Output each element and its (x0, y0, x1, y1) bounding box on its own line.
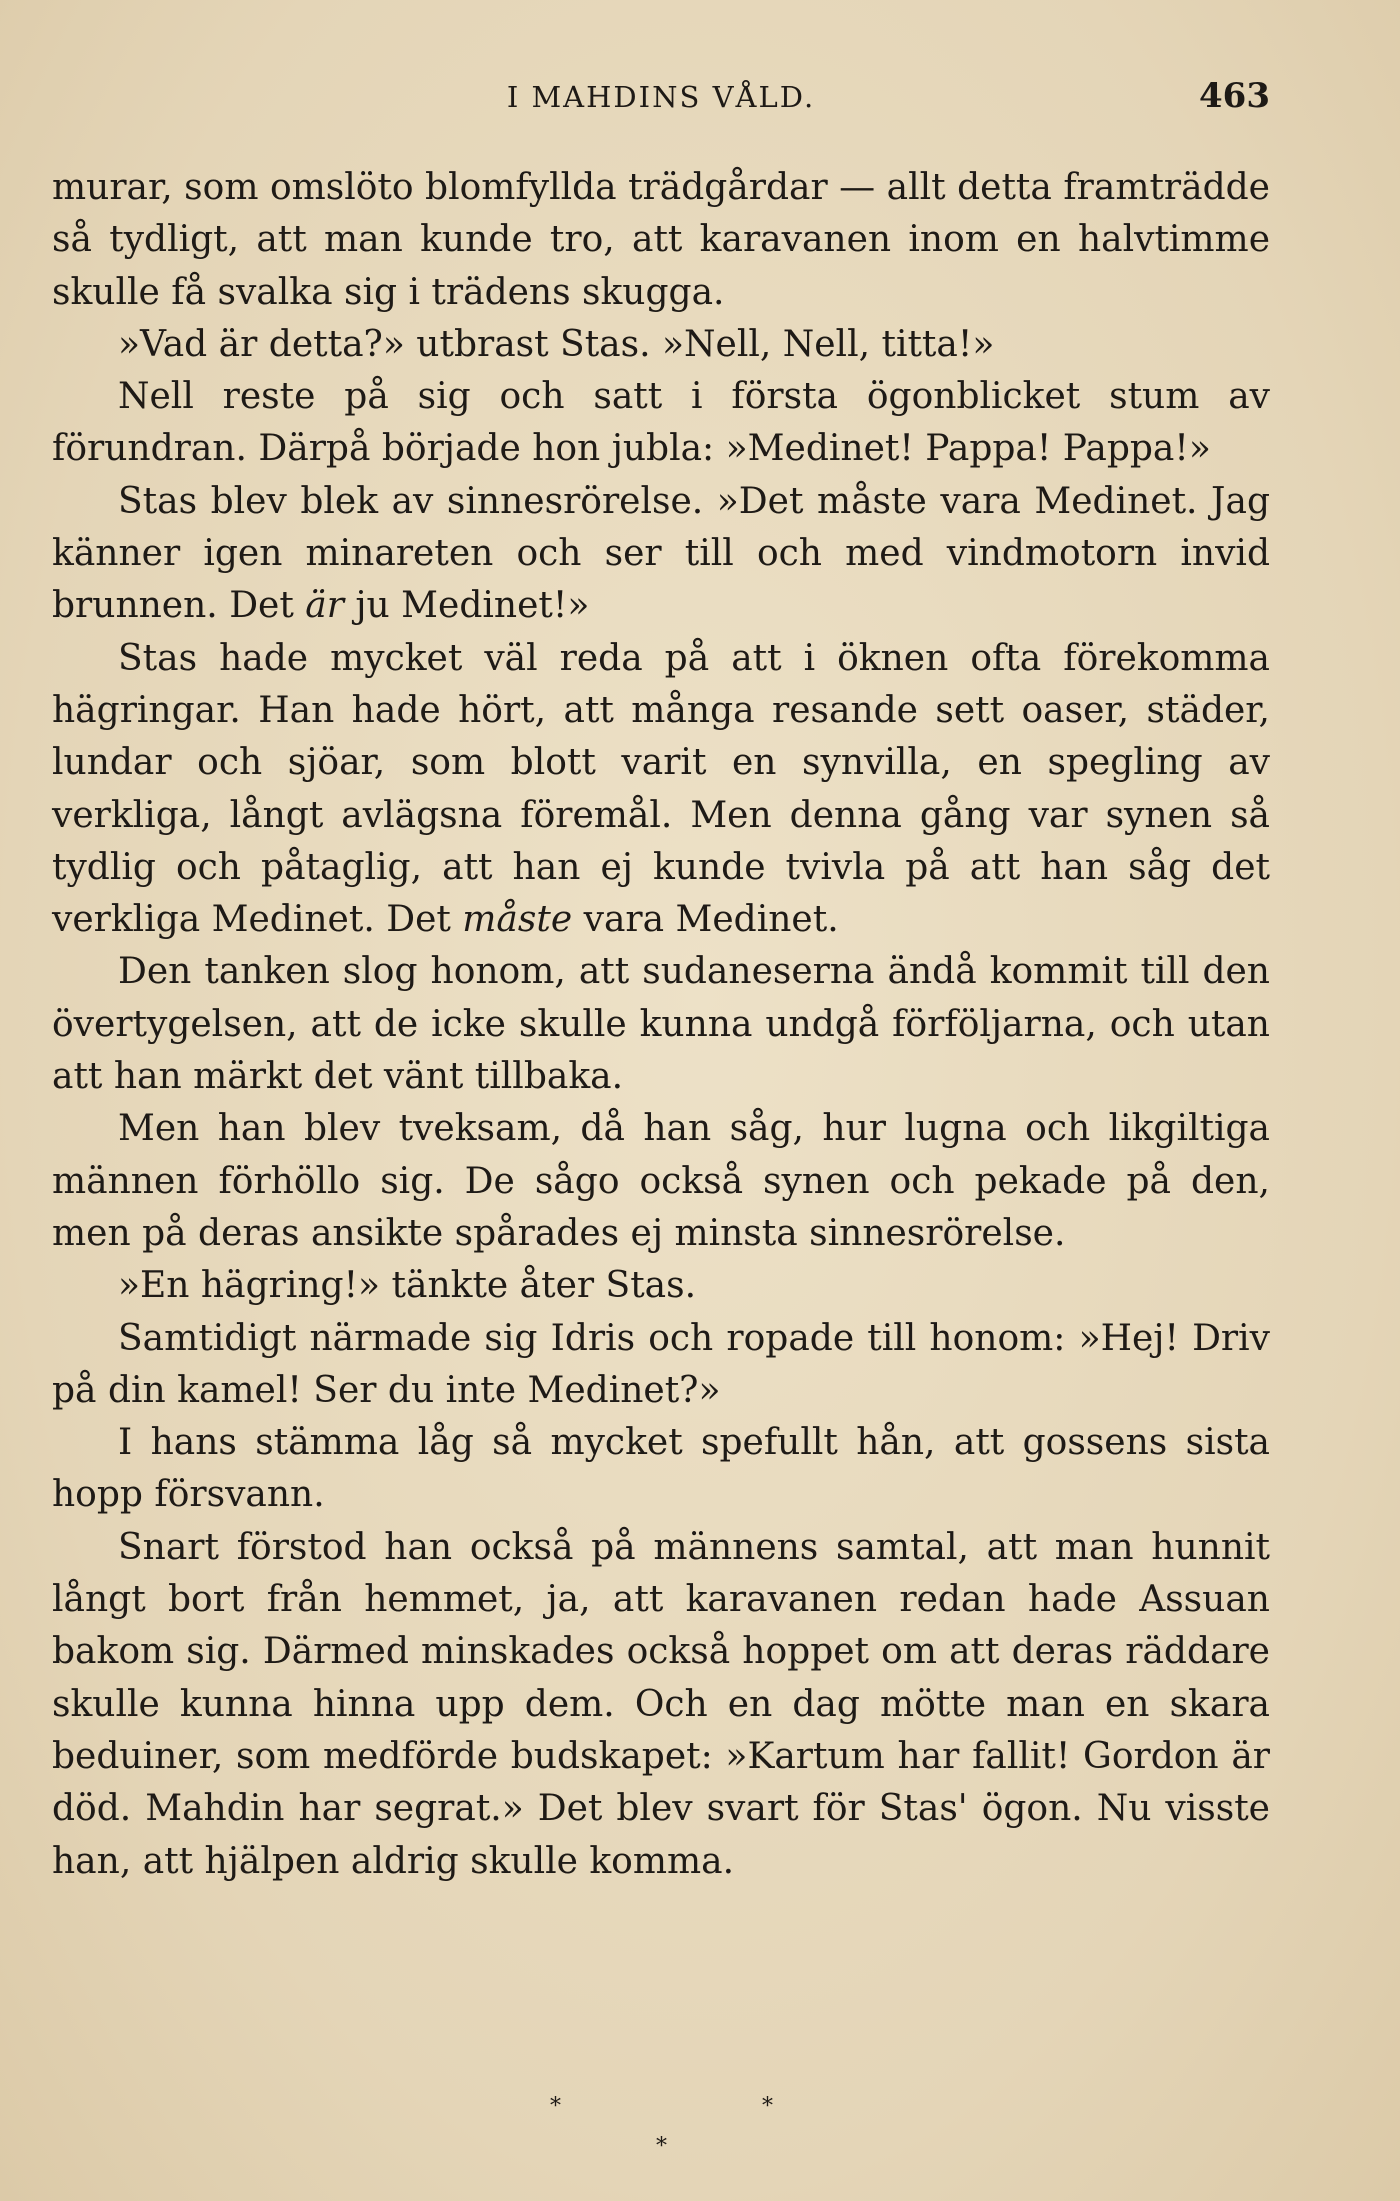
text-run: vara Medinet. (572, 899, 839, 941)
paragraph (52, 319, 1270, 371)
body-text (52, 162, 1270, 1888)
paragraph (52, 162, 1270, 319)
asterisk-icon: * (656, 2134, 667, 2159)
text-run: I hans stämma låg så mycket spefullt hån, att gossens sista hopp försvann. (52, 1422, 1270, 1516)
page-number: 463 (1199, 76, 1270, 116)
text-run: Snart förstod han också på männens samtal, att man hunnit långt bort från hemmet, ja, att karavanen redan hade Assuan bakom sig. Därmed minskades också hoppet om att deras räddare skulle kunna hinna upp dem. Och en dag mötte man en skara beduiner, som medförde budskapet: »Kartum har fallit! Gordon är död. Mahdin har segrat.» Det blev svart för Stas' ögon. Nu visste han, att hjälpen aldrig skulle komma. (52, 1526, 1270, 1882)
paragraph (52, 1260, 1270, 1312)
text-run: murar, som omslöto blomfyllda trädgårdar — allt detta framträdde så tydligt, att man kunde tro, att karavanen inom en halvtimme skulle få svalka sig i trädens skugga. (52, 167, 1270, 313)
text-run: Nell reste på sig och satt i första ögonblicket stum av förundran. Därpå började hon jubla: »Medinet! Pappa! Pappa!» (52, 376, 1270, 470)
running-head (52, 76, 1270, 124)
italic-emphasis: är (305, 585, 344, 627)
paragraph (52, 633, 1270, 947)
text-run: Stas blev blek av sinnesrörelse. »Det måste vara Medinet. Jag känner igen minareten och ser till och med vindmotorn invid brunnen. Det (52, 480, 1270, 627)
paragraph (52, 1522, 1270, 1888)
italic-emphasis: måste (462, 899, 573, 941)
paragraph (52, 476, 1270, 633)
running-title: I MAHDINS VÅLD. (506, 80, 816, 114)
paragraph (52, 946, 1270, 1103)
paragraph (52, 371, 1270, 476)
asterisk-icon: * (550, 2094, 561, 2119)
text-run: »En hägring!» tänkte åter Stas. (118, 1265, 697, 1307)
text-run: Stas hade mycket väl reda på att i öknen ofta förekomma hägringar. Han hade hört, att många resande sett oaser, städer, lundar och sjöar, som blott varit en synvilla, en spegling av verkliga, långt avlägsna föremål. Men denna gång var synen så tydlig och påtaglig, att han ej kunde tvivla på att han såg det verkliga Medinet. Det (52, 637, 1270, 941)
asterisk-icon: * (762, 2094, 773, 2119)
text-run: Samtidigt närmade sig Idris och ropade till honom: »Hej! Driv på din kamel! Ser du inte Medinet?» (52, 1317, 1270, 1411)
paragraph (52, 1313, 1270, 1418)
paragraph (52, 1417, 1270, 1522)
paragraph (52, 1103, 1270, 1260)
text-run: »Vad är detta?» utbrast Stas. »Nell, Nell, titta!» (118, 323, 995, 365)
section-break-ornament (52, 2090, 1270, 2170)
text-run: ju Medinet!» (343, 585, 590, 627)
text-run: Men han blev tveksam, då han såg, hur lugna och likgiltiga männen förhöllo sig. De sågo också synen och pekade på den, men på deras ansikte spårades ej minsta sinnesrörelse. (52, 1108, 1270, 1254)
text-run: Den tanken slog honom, att sudaneserna ändå kommit till den övertygelsen, att de icke skulle kunna undgå förföljarna, och utan att han märkt det vänt tillbaka. (52, 951, 1270, 1098)
